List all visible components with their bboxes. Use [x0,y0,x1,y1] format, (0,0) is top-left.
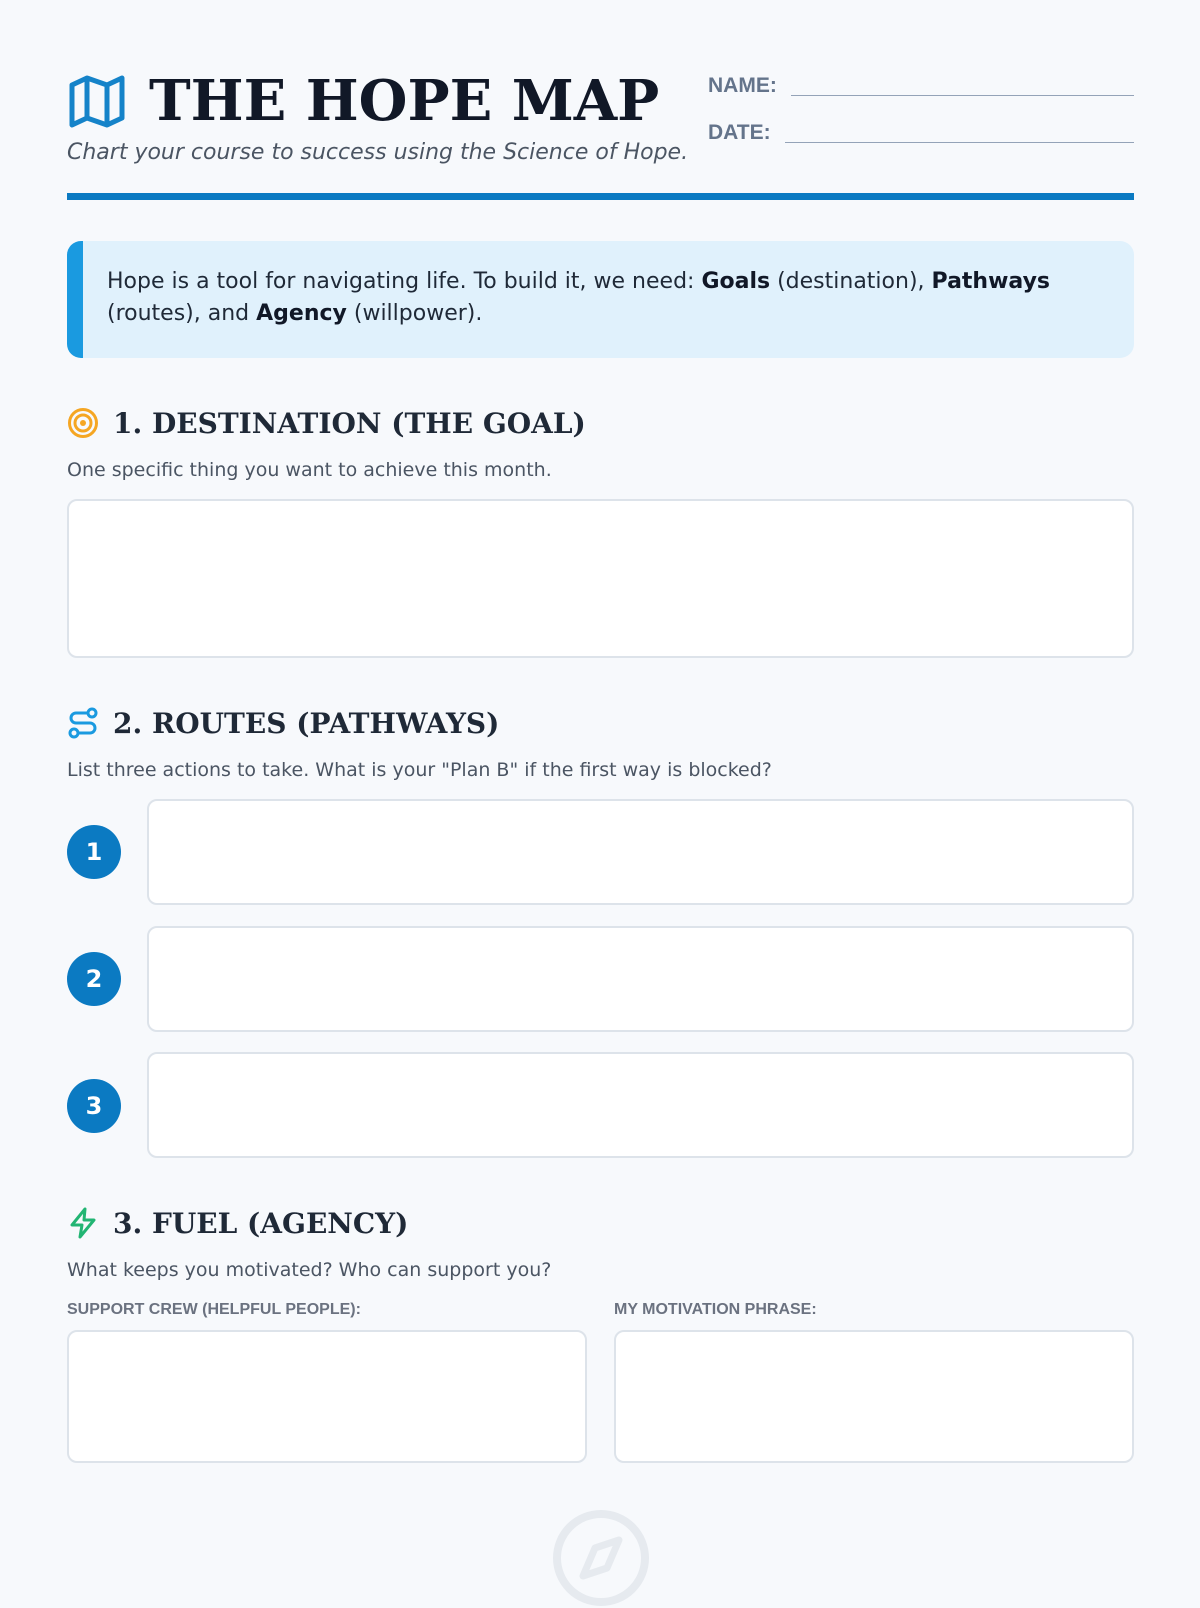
lightning-icon [67,1207,99,1239]
page-subtitle: Chart your course to success using the Science of Hope. [67,140,689,165]
intro-text-4: (willpower). [346,301,483,326]
header [67,66,1134,202]
route-input-1[interactable] [147,799,1134,905]
intro-text-2: (destination), [770,269,932,294]
map-icon [67,71,127,131]
section-fuel-heading [67,1203,408,1243]
date-row [708,113,1134,145]
section-goal-heading [67,403,586,443]
step-number-2: 2 [67,952,121,1006]
route-icon [67,707,99,739]
goal-input[interactable] [67,499,1134,658]
date-label: DATE: [708,121,771,144]
step-number-1: 1 [67,825,121,879]
route-input-2[interactable] [147,926,1134,1032]
header-divider [67,193,1134,200]
intro-pathways: Pathways [931,269,1051,294]
intro-text-1: Hope is a tool for navigating life. To build it, we need: [107,269,702,294]
intro-goals: Goals [701,269,771,294]
section-fuel-hint: What keeps you motivated? Who can support you? [67,1259,552,1281]
date-line[interactable] [785,142,1134,143]
section-goal-title: 1. DESTINATION (THE GOAL) [113,406,586,440]
name-label: NAME: [708,74,777,97]
support-crew-label: SUPPORT CREW (HELPFUL PEOPLE): [67,1301,361,1318]
name-row [708,66,1134,98]
section-routes-hint: List three actions to take. What is your "Plan B" if the first way is blocked? [67,759,772,781]
intro-callout [67,241,1134,358]
step-number-3: 3 [67,1079,121,1133]
brand [67,66,707,165]
compass-icon [551,1508,651,1608]
target-icon [67,407,99,439]
support-crew-input[interactable] [67,1330,587,1463]
section-goal-hint: One specific thing you want to achieve this month. [67,459,552,481]
worksheet-page [67,0,1134,1600]
section-routes-title: 2. ROUTES (PATHWAYS) [113,706,500,740]
section-fuel-title: 3. FUEL (AGENCY) [113,1206,409,1240]
name-date-fields [708,66,1134,160]
intro-text-3: (routes), and [107,301,257,326]
motivation-phrase-label: MY MOTIVATION PHRASE: [614,1301,817,1318]
name-line[interactable] [791,95,1134,96]
section-routes-heading [67,703,499,743]
intro-agency: Agency [256,301,347,326]
route-input-3[interactable] [147,1052,1134,1158]
page-title: THE HOPE MAP [149,68,660,134]
title-row [67,66,707,136]
motivation-phrase-input[interactable] [614,1330,1134,1463]
